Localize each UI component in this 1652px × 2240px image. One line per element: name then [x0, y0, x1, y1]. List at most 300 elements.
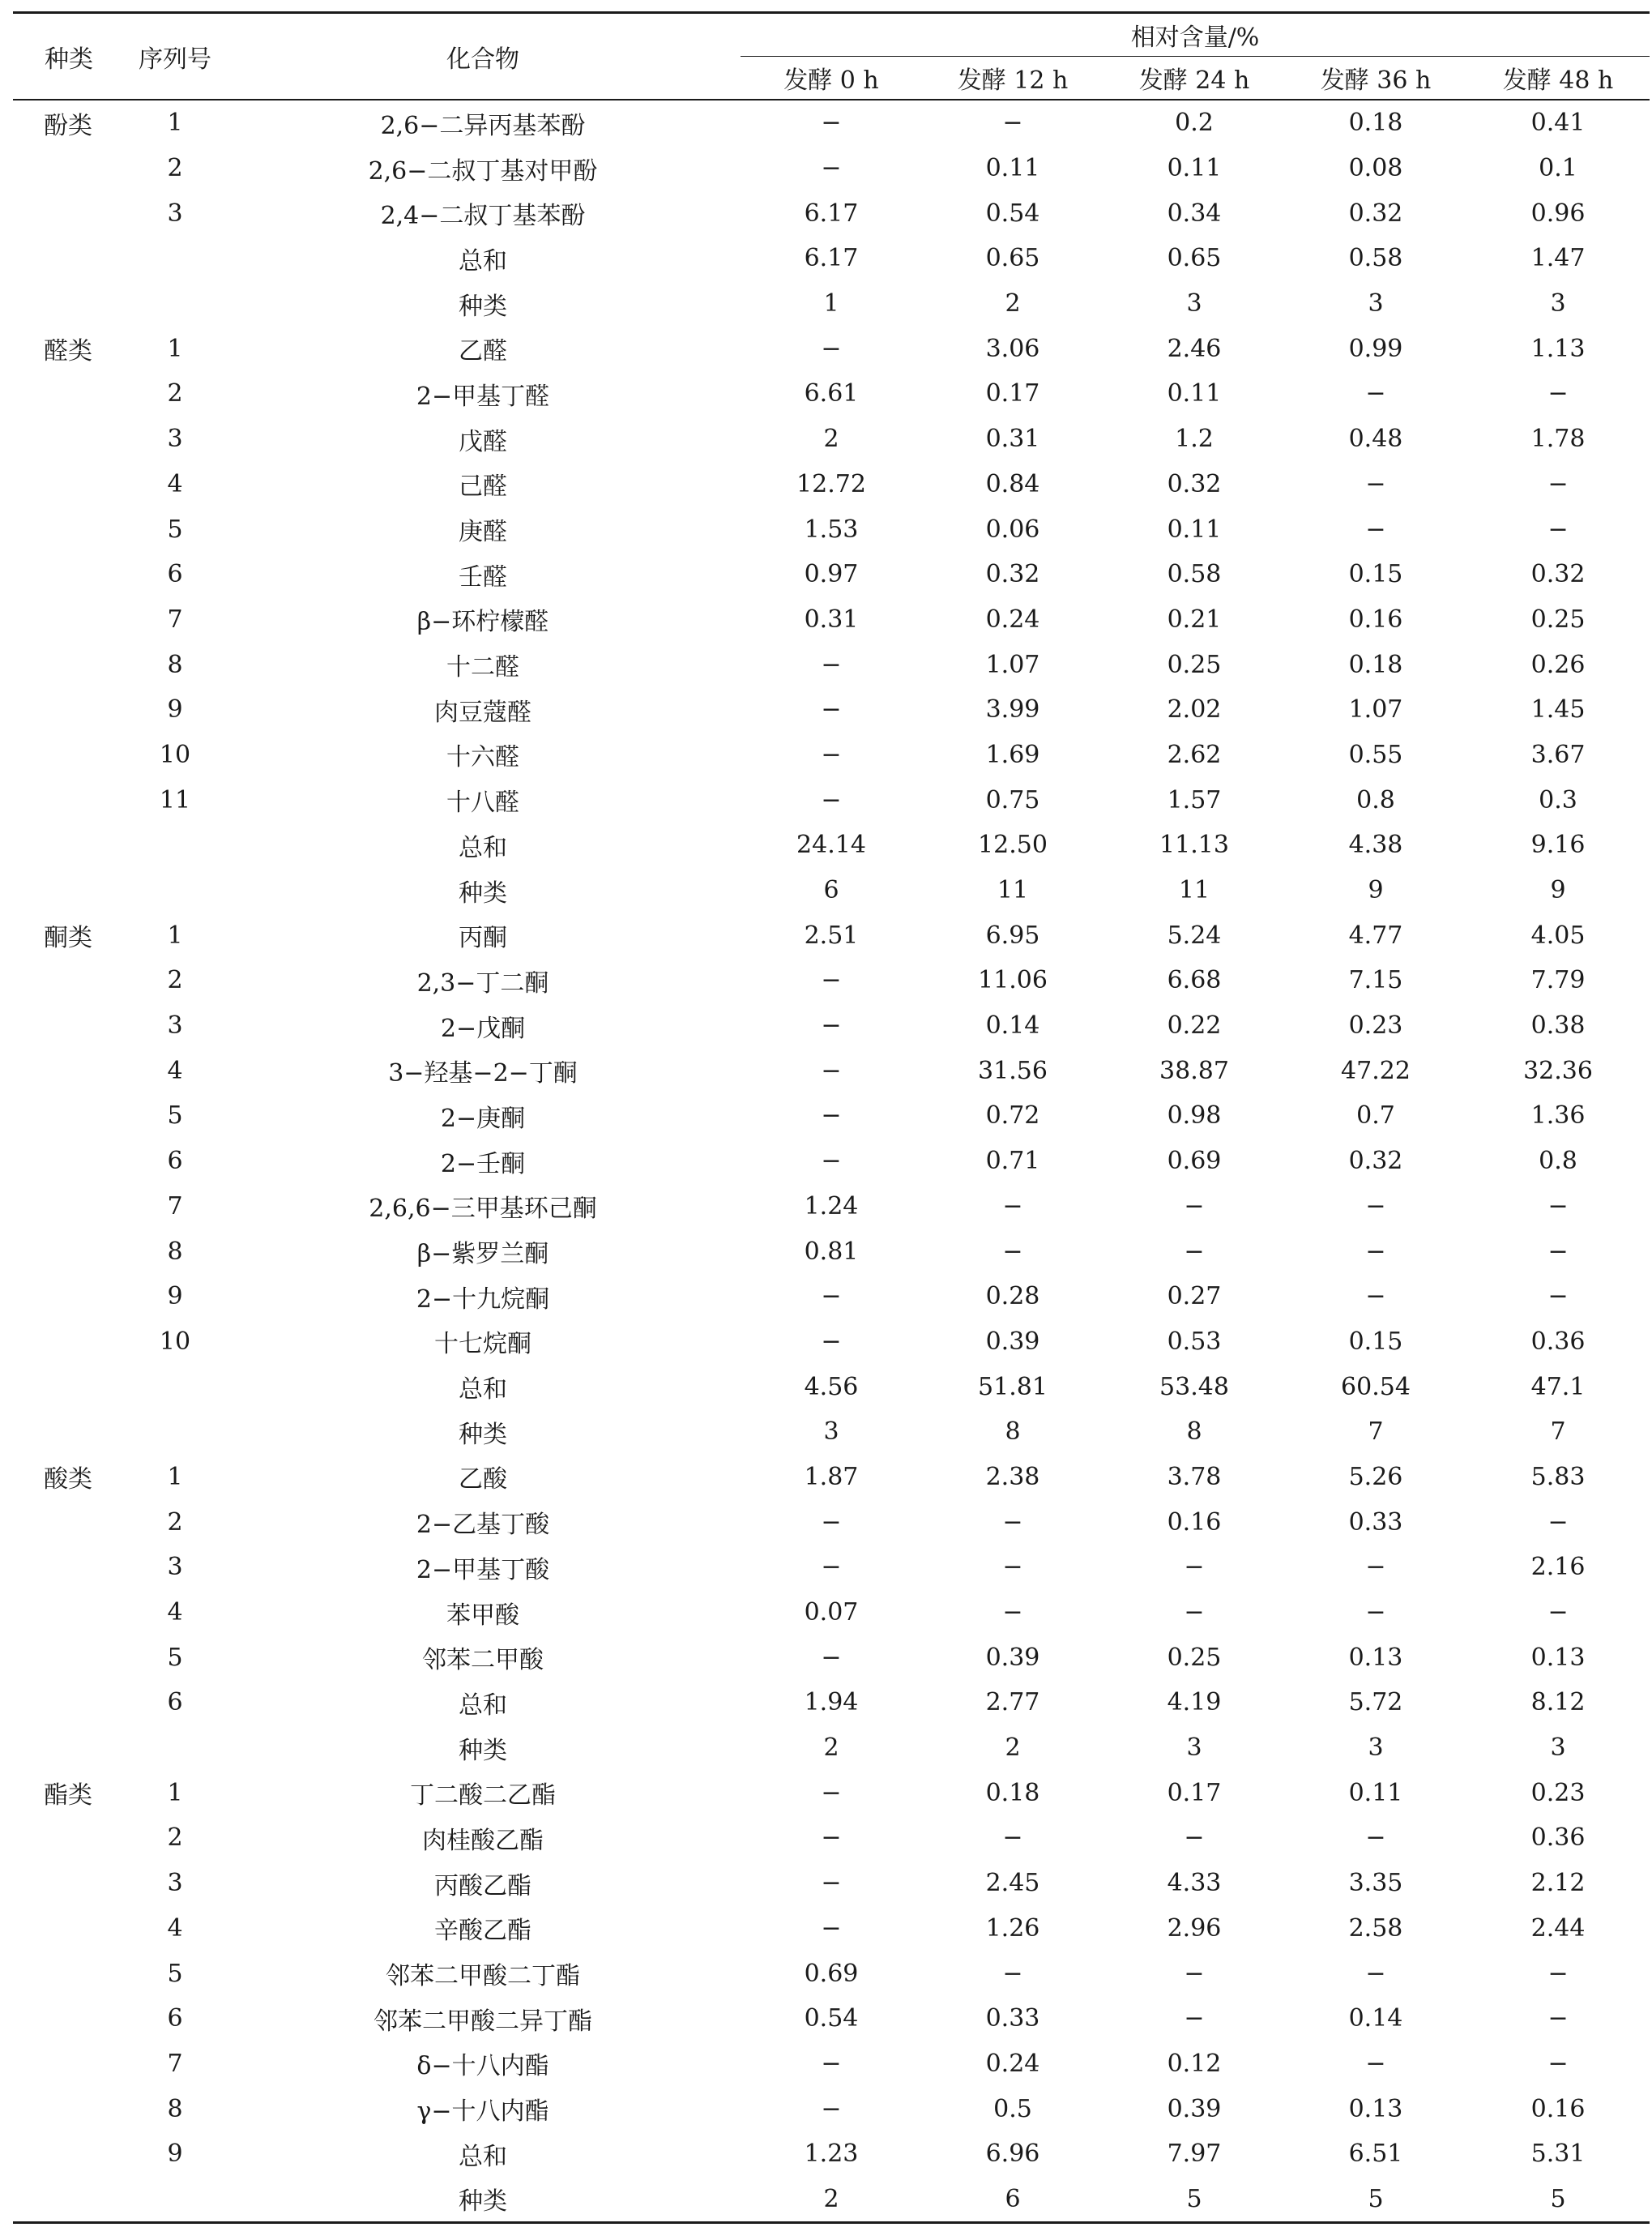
cell-seq	[125, 281, 225, 327]
cell-12h: 0.71	[985, 1147, 1040, 1176]
cell-kind: 酚类	[44, 111, 92, 140]
cell-0h: 2	[823, 425, 839, 454]
cell-compound: δ−十八内酯	[416, 2052, 549, 2081]
cell-12h: 11.06	[978, 966, 1048, 995]
cell-compound: 邻苯二甲酸二丁酯	[386, 1962, 580, 1991]
cell-36h: 3.35	[1348, 1869, 1403, 1898]
cell-0h: 12.72	[796, 469, 866, 498]
cell-24h: 0.11	[1167, 515, 1222, 544]
table-row	[13, 2041, 1650, 2087]
cell-12h: −	[1002, 1823, 1023, 1853]
cell-seq: 10	[159, 740, 191, 769]
cell-compound: 十七烷酮	[434, 1330, 531, 1359]
cell-12h: 0.84	[985, 469, 1040, 498]
cell-compound: 邻苯二甲酸	[422, 1646, 544, 1675]
cell-36h: 5	[1285, 2177, 1466, 2223]
cell-24h: 0.39	[1167, 2094, 1222, 2123]
cell-24h: 1.2	[1175, 425, 1214, 454]
cell-48h: 1.45	[1530, 695, 1586, 725]
cell-48h: 0.26	[1530, 650, 1586, 679]
table-row	[13, 552, 1650, 597]
table-row	[13, 462, 1650, 507]
cell-24h: 0.11	[1167, 154, 1222, 183]
cell-seq: 8	[167, 2094, 183, 2123]
cell-36h: 7	[1368, 1417, 1384, 1447]
cell-24h: 0.25	[1167, 650, 1222, 679]
cell-compound: 丁二酸二乙酯	[410, 1781, 556, 1810]
cell-36h: 5.72	[1348, 1688, 1403, 1717]
cell-seq: 6	[167, 560, 183, 589]
cell-seq: 6	[167, 2004, 183, 2033]
cell-compound: 乙酸	[459, 1465, 507, 1494]
cell-kind	[13, 1906, 125, 1951]
cell-24h: 2.62	[1167, 740, 1222, 769]
cell-compound: 种类	[459, 292, 507, 321]
cell-seq: 7	[167, 605, 183, 634]
cell-12h: −	[1002, 1959, 1023, 1988]
table-row	[13, 913, 1650, 958]
cell-compound: 2,6−二叔丁基对甲酚	[368, 156, 598, 186]
table-row	[13, 1139, 1650, 1184]
table-row	[13, 1590, 1650, 1635]
cell-kind	[13, 1048, 125, 1093]
cell-seq: 6	[167, 1688, 183, 1717]
cell-12h: 2	[1005, 1733, 1021, 1763]
table-row	[13, 1048, 1650, 1093]
cell-0h: −	[821, 785, 842, 814]
cell-0h: 0.31	[804, 605, 859, 634]
cell-48h: 0.16	[1530, 2094, 1586, 2123]
table-row	[13, 597, 1650, 643]
cell-48h: 5.31	[1530, 2140, 1586, 2169]
cell-12h: 0.18	[985, 1778, 1040, 1807]
cell-0h: −	[821, 695, 842, 725]
cell-12h: 51.81	[978, 1372, 1048, 1401]
cell-24h: 0.21	[1167, 605, 1222, 634]
table-row	[13, 1815, 1650, 1861]
cell-0h: −	[821, 1327, 842, 1356]
cell-kind	[13, 1861, 125, 1906]
cell-24h: 53.48	[1159, 1372, 1229, 1401]
cell-seq: 5	[167, 1959, 183, 1988]
cell-kind	[13, 1229, 125, 1274]
cell-compound: 总和	[459, 2142, 507, 2171]
cell-kind	[13, 552, 125, 597]
table-row	[13, 1319, 1650, 1365]
cell-seq: 3	[167, 1869, 183, 1898]
cell-0h: −	[821, 1823, 842, 1853]
table-row	[13, 1455, 1650, 1500]
cell-0h: 0.07	[804, 1598, 859, 1627]
cell-seq: 7	[167, 1191, 183, 1220]
cell-0h: −	[821, 1056, 842, 1085]
table-row	[13, 1725, 1650, 1771]
cell-12h: 1.26	[985, 1913, 1040, 1943]
cell-kind	[13, 823, 125, 868]
cell-48h: −	[1547, 1507, 1569, 1537]
cell-seq: 1	[167, 109, 183, 138]
header-compound: 化合物	[225, 13, 741, 100]
cell-36h: 0.99	[1348, 334, 1403, 363]
cell-0h: 0.97	[804, 560, 859, 589]
cell-0h: −	[821, 1869, 842, 1898]
cell-12h: −	[1002, 1191, 1023, 1220]
header-kind: 种类	[13, 13, 125, 100]
cell-36h: 9	[1368, 876, 1384, 905]
cell-12h: 0.11	[985, 154, 1040, 183]
header-time-12h: 发酵 12 h	[922, 57, 1103, 100]
table-row	[13, 326, 1650, 371]
cell-kind	[13, 236, 125, 281]
cell-seq: 5	[167, 515, 183, 544]
cell-seq: 1	[167, 1778, 183, 1807]
cell-kind	[13, 642, 125, 687]
cell-36h: 0.7	[1356, 1101, 1395, 1131]
cell-12h: −	[1002, 109, 1023, 138]
table-row	[13, 868, 1650, 913]
cell-24h: 5	[1103, 2177, 1285, 2223]
cell-12h: 31.56	[978, 1056, 1048, 1085]
table-row	[13, 236, 1650, 281]
cell-36h: −	[1365, 1959, 1386, 1988]
cell-kind	[13, 1093, 125, 1139]
cell-seq: 8	[167, 1237, 183, 1266]
cell-12h: 0.32	[985, 560, 1040, 589]
cell-compound: 种类	[459, 878, 507, 908]
cell-12h: 6.95	[985, 921, 1040, 950]
cell-24h: 4.19	[1167, 1688, 1222, 1717]
cell-48h: −	[1547, 1237, 1569, 1266]
table-row	[13, 1229, 1650, 1274]
cell-48h: 0.13	[1530, 1643, 1586, 1672]
table-row	[13, 1499, 1650, 1545]
cell-kind	[13, 1409, 125, 1455]
cell-12h: 6.96	[985, 2140, 1040, 2169]
cell-kind	[13, 733, 125, 778]
cell-48h: 32.36	[1523, 1056, 1593, 1085]
table-row	[13, 1274, 1650, 1319]
cell-compound: γ−十八内酯	[416, 2097, 549, 2127]
cell-36h: −	[1365, 2049, 1386, 2078]
cell-kind	[13, 958, 125, 1003]
cell-36h: 47.22	[1341, 1056, 1411, 1085]
cell-compound: 总和	[459, 1375, 507, 1404]
table-row	[13, 1770, 1650, 1815]
cell-36h: 60.54	[1341, 1372, 1411, 1401]
table-header	[13, 13, 1650, 100]
cell-0h: 0.69	[804, 1959, 859, 1988]
table-row	[13, 146, 1650, 191]
cell-36h: 0.33	[1348, 1507, 1403, 1537]
cell-12h: 0.65	[985, 244, 1040, 273]
cell-kind	[13, 190, 125, 236]
cell-0h: −	[821, 1101, 842, 1131]
cell-36h: −	[1365, 515, 1386, 544]
cell-36h: 0.08	[1348, 154, 1403, 183]
header-seq: 序列号	[125, 13, 225, 100]
cell-kind: 酸类	[44, 1465, 92, 1494]
table-row	[13, 100, 1650, 146]
cell-0h: 1.23	[804, 2140, 859, 2169]
cell-12h: 1.07	[985, 650, 1040, 679]
cell-seq: 3	[167, 1553, 183, 1582]
compound-content-table	[13, 11, 1650, 2224]
cell-seq: 4	[167, 1913, 183, 1943]
cell-36h: −	[1365, 1598, 1386, 1627]
cell-seq: 5	[167, 1643, 183, 1672]
header-relative-content: 相对含量/%	[741, 13, 1650, 57]
cell-24h: 11	[1178, 876, 1210, 905]
cell-48h: 5.83	[1530, 1462, 1586, 1491]
cell-0h: 2	[741, 2177, 922, 2223]
cell-48h: 2.44	[1530, 1913, 1586, 1943]
cell-kind	[13, 1139, 125, 1184]
cell-compound: 种类	[459, 1736, 507, 1765]
cell-36h: 0.32	[1348, 1147, 1403, 1176]
table-row	[13, 190, 1650, 236]
cell-36h: 5.26	[1348, 1462, 1403, 1491]
cell-kind	[13, 1680, 125, 1725]
cell-compound: 2,6,6−三甲基环己酮	[369, 1195, 597, 1224]
cell-0h: −	[821, 334, 842, 363]
cell-compound: 2−壬酮	[440, 1149, 526, 1178]
cell-seq: 11	[159, 785, 191, 814]
cell-24h: 38.87	[1159, 1056, 1229, 1085]
cell-compound: 乙醛	[459, 337, 507, 366]
cell-24h: 2.46	[1167, 334, 1222, 363]
cell-48h: 2.12	[1530, 1869, 1586, 1898]
cell-12h: 8	[1005, 1417, 1021, 1447]
cell-compound: 总和	[459, 1691, 507, 1720]
cell-24h: 0.34	[1167, 199, 1222, 228]
cell-48h: 0.8	[1539, 1147, 1577, 1176]
cell-seq	[125, 236, 225, 281]
cell-48h: −	[1547, 1282, 1569, 1311]
cell-seq: 1	[167, 1462, 183, 1491]
cell-48h: −	[1547, 1959, 1569, 1988]
cell-48h: 3	[1550, 289, 1566, 318]
cell-36h: 2.58	[1348, 1913, 1403, 1943]
cell-24h: 3	[1186, 289, 1202, 318]
cell-24h: −	[1184, 1598, 1205, 1627]
cell-48h: −	[1547, 2049, 1569, 2078]
cell-0h: −	[821, 2094, 842, 2123]
cell-compound: 2−十九烷酮	[416, 1285, 550, 1314]
cell-48h: 0.3	[1539, 785, 1577, 814]
cell-seq	[125, 1409, 225, 1455]
cell-compound: 肉豆蔻醛	[434, 698, 531, 727]
cell-48h: 0.32	[1530, 560, 1586, 589]
cell-24h: −	[1184, 1553, 1205, 1582]
cell-12h: 2.77	[985, 1688, 1040, 1717]
cell-24h: −	[1184, 1959, 1205, 1988]
cell-compound: 苯甲酸	[446, 1601, 519, 1630]
cell-36h: −	[1365, 1237, 1386, 1266]
cell-compound: 种类	[459, 1420, 507, 1449]
cell-compound: 己醛	[459, 472, 507, 502]
table-row	[13, 1093, 1650, 1139]
cell-36h: 0.8	[1356, 785, 1395, 814]
cell-48h: 4.05	[1530, 921, 1586, 950]
cell-seq: 2	[167, 966, 183, 995]
cell-48h: 3.67	[1530, 740, 1586, 769]
cell-12h: 2.45	[985, 1869, 1040, 1898]
cell-compound: β−紫罗兰酮	[416, 1240, 549, 1269]
cell-12h: −	[1002, 1598, 1023, 1627]
table-row	[13, 1680, 1650, 1725]
cell-0h: 0.81	[804, 1237, 859, 1266]
cell-kind	[13, 2086, 125, 2131]
cell-36h: 0.15	[1348, 1327, 1403, 1356]
cell-kind	[13, 1499, 125, 1545]
cell-0h: −	[821, 1643, 842, 1672]
cell-48h: 0.36	[1530, 1327, 1586, 1356]
cell-24h: 2.02	[1167, 695, 1222, 725]
cell-0h: −	[821, 966, 842, 995]
cell-seq: 1	[167, 334, 183, 363]
cell-compound: 3−羟基−2−丁酮	[388, 1059, 578, 1088]
cell-48h: −	[1547, 1598, 1569, 1627]
cell-seq: 10	[159, 1327, 191, 1356]
cell-compound: 总和	[459, 246, 507, 276]
cell-kind	[13, 687, 125, 733]
cell-kind	[13, 597, 125, 643]
cell-48h: 9.16	[1530, 831, 1586, 860]
cell-0h: −	[821, 1282, 842, 1311]
table-row	[13, 1635, 1650, 1680]
cell-seq	[125, 1364, 225, 1409]
cell-kind	[13, 1184, 125, 1229]
cell-12h: 0.33	[985, 2004, 1040, 2033]
cell-24h: 0.32	[1167, 469, 1222, 498]
cell-0h: 1.87	[804, 1462, 859, 1491]
cell-seq: 4	[167, 1598, 183, 1627]
cell-0h: −	[821, 2049, 842, 2078]
table-row	[13, 733, 1650, 778]
cell-kind	[13, 146, 125, 191]
cell-24h: 1.57	[1167, 785, 1222, 814]
cell-24h: −	[1184, 1191, 1205, 1220]
cell-12h: 0.24	[985, 2049, 1040, 2078]
cell-12h: 0.54	[985, 199, 1040, 228]
cell-12h: 0.72	[985, 1101, 1040, 1131]
cell-36h: −	[1365, 379, 1386, 408]
cell-kind	[13, 1545, 125, 1590]
cell-12h: 0.5	[993, 2094, 1032, 2123]
cell-0h: 1.94	[804, 1688, 859, 1717]
cell-24h: 0.17	[1167, 1778, 1222, 1807]
cell-kind	[13, 2041, 125, 2087]
cell-24h: 0.69	[1167, 1147, 1222, 1176]
cell-24h: 0.16	[1167, 1507, 1222, 1537]
cell-kind	[13, 281, 125, 327]
cell-36h: 0.58	[1348, 244, 1403, 273]
table-row	[13, 1545, 1650, 1590]
cell-0h: 0.54	[804, 2004, 859, 2033]
cell-36h: 0.14	[1348, 2004, 1403, 2033]
cell-seq	[125, 1725, 225, 1771]
cell-kind	[13, 868, 125, 913]
cell-0h: 2	[823, 1733, 839, 1763]
cell-12h: 0.75	[985, 785, 1040, 814]
cell-compound: β−环柠檬醛	[416, 608, 549, 637]
cell-36h: 1.07	[1348, 695, 1403, 725]
cell-0h: 1	[823, 289, 839, 318]
table-row	[13, 777, 1650, 823]
cell-compound: 戊醛	[459, 427, 507, 456]
cell-36h: 4.38	[1348, 831, 1403, 860]
cell-12h: 1.69	[985, 740, 1040, 769]
cell-12h: 12.50	[978, 831, 1048, 860]
cell-0h: −	[821, 1553, 842, 1582]
cell-0h: −	[821, 740, 842, 769]
table-row	[13, 507, 1650, 552]
cell-36h: −	[1365, 1282, 1386, 1311]
cell-compound: 肉桂酸乙酯	[422, 1826, 544, 1855]
cell-48h: 7	[1550, 1417, 1566, 1447]
cell-compound: 2−戊酮	[440, 1014, 526, 1043]
cell-48h: 1.78	[1530, 425, 1586, 454]
cell-kind	[13, 2131, 125, 2177]
cell-36h: −	[1365, 1191, 1386, 1220]
cell-48h: −	[1547, 1191, 1569, 1220]
cell-0h: 24.14	[796, 831, 866, 860]
cell-48h: 1.47	[1530, 244, 1586, 273]
table-row	[13, 823, 1650, 868]
cell-36h: 0.11	[1348, 1778, 1403, 1807]
cell-24h: 0.65	[1167, 244, 1222, 273]
cell-0h: 1.53	[804, 515, 859, 544]
table-row	[13, 642, 1650, 687]
cell-compound: 2−乙基丁酸	[416, 1511, 550, 1540]
cell-kind	[13, 1951, 125, 1996]
cell-24h: 0.27	[1167, 1282, 1222, 1311]
header-time-24h: 发酵 24 h	[1103, 57, 1285, 100]
cell-compound: 十二醛	[446, 653, 519, 682]
cell-48h: 0.96	[1530, 199, 1586, 228]
cell-36h: 0.32	[1348, 199, 1403, 228]
cell-48h: 0.25	[1530, 605, 1586, 634]
cell-36h: 0.23	[1348, 1011, 1403, 1041]
table-row	[13, 281, 1650, 327]
cell-kind	[13, 1815, 125, 1861]
cell-compound: 邻苯二甲酸二异丁酯	[374, 2007, 592, 2036]
table-row	[13, 1996, 1650, 2041]
table-row	[13, 1364, 1650, 1409]
cell-compound: 2−甲基丁醛	[416, 382, 550, 411]
cell-0h: 4.56	[804, 1372, 859, 1401]
cell-48h: 9	[1550, 876, 1566, 905]
cell-36h: 4.77	[1348, 921, 1403, 950]
cell-0h: 3	[823, 1417, 839, 1447]
cell-48h: 0.36	[1530, 1823, 1586, 1853]
cell-kind	[13, 2177, 125, 2223]
cell-seq: 9	[167, 695, 183, 725]
cell-24h: 0.98	[1167, 1101, 1222, 1131]
cell-compound: 总和	[459, 833, 507, 862]
table-row	[13, 1951, 1650, 1996]
cell-seq: 3	[167, 199, 183, 228]
cell-0h: −	[821, 109, 842, 138]
cell-36h: 6.51	[1348, 2140, 1403, 2169]
cell-0h: −	[821, 1011, 842, 1041]
cell-0h: −	[821, 154, 842, 183]
cell-12h: 3.99	[985, 695, 1040, 725]
cell-kind: 酯类	[44, 1781, 92, 1810]
cell-24h: 0.12	[1167, 2049, 1222, 2078]
table-row	[13, 958, 1650, 1003]
cell-48h: 0.41	[1530, 109, 1586, 138]
